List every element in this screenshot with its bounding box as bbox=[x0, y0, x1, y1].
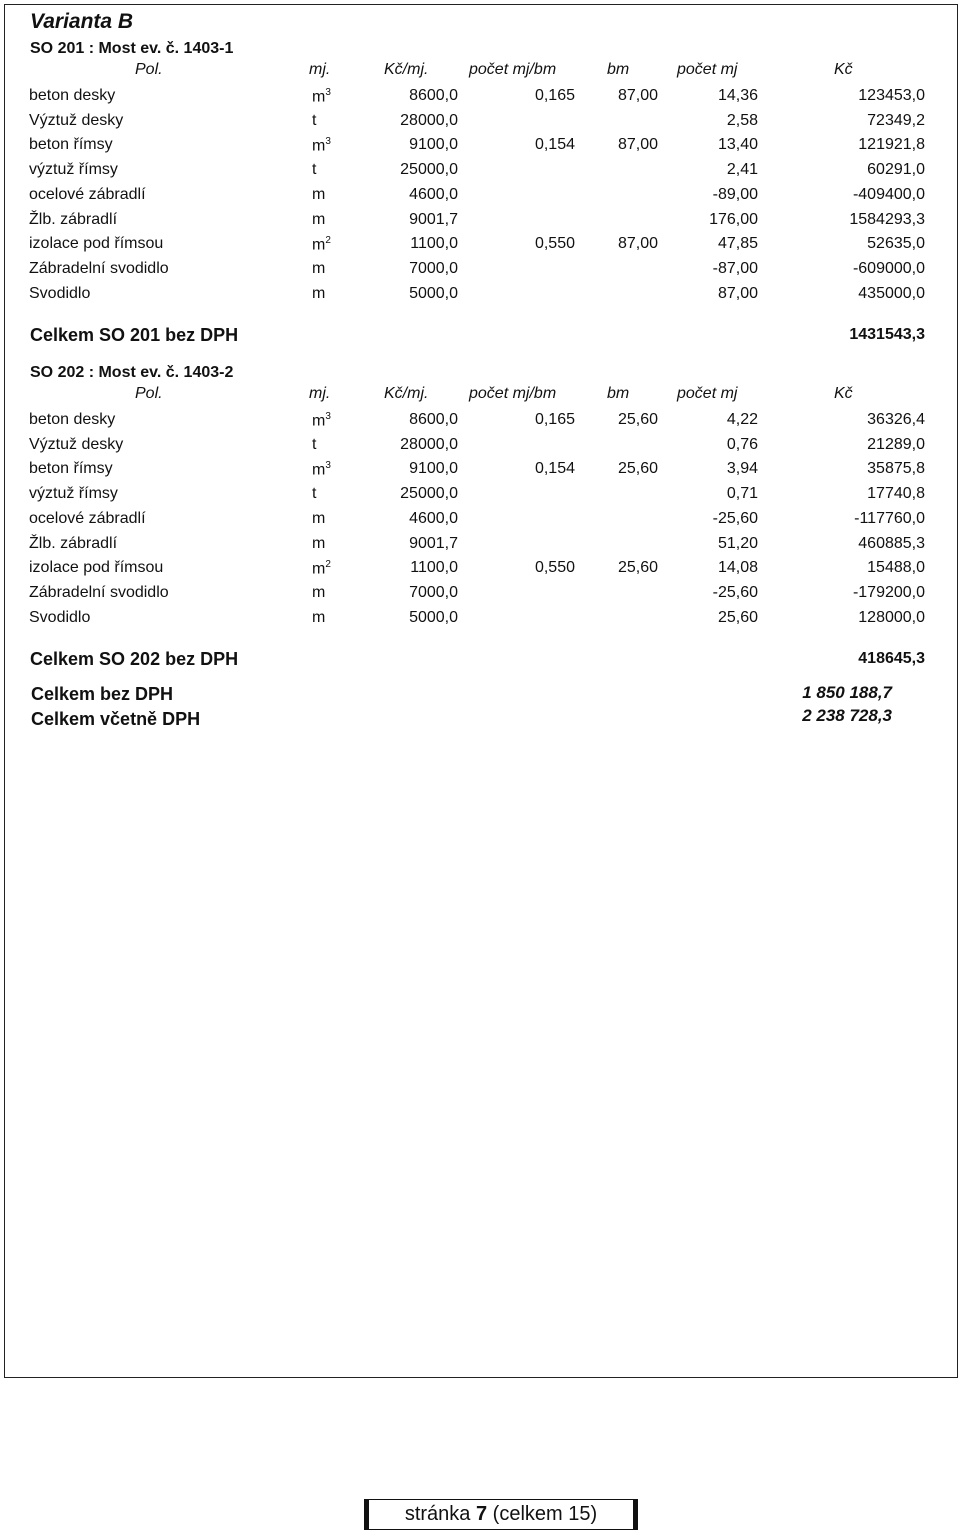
table-cell-kc-mj: 9100,0 bbox=[409, 460, 458, 478]
table-cell-kc-mj: 5000,0 bbox=[409, 608, 458, 626]
table-cell-kc: 72349,2 bbox=[867, 111, 925, 129]
column-header-kc: Kč bbox=[834, 385, 853, 402]
grand-total-bez-label: Celkem bez DPH bbox=[31, 684, 174, 704]
table-cell-pol: Výztuž desky bbox=[29, 435, 124, 453]
table-cell-kc: 460885,3 bbox=[858, 534, 925, 552]
grand-total-vcetne-value: 2 238 728,3 bbox=[802, 706, 892, 725]
table-cell-pocet-mj-bm: 0,154 bbox=[534, 136, 575, 154]
table-cell-pocet-mj-bm: 0,550 bbox=[534, 235, 575, 253]
table-cell-mj bbox=[312, 87, 372, 106]
table-cell-pocet-mj-bm: 0,154 bbox=[534, 460, 575, 478]
table-cell-kc-mj: 25000,0 bbox=[400, 485, 458, 503]
table-cell-kc: 123453,0 bbox=[858, 87, 925, 104]
column-header-mj: mj. bbox=[309, 385, 331, 402]
table-cell-kc-mj: 1100,0 bbox=[410, 235, 458, 253]
table-cell-mj bbox=[312, 535, 372, 553]
table-cell-mj bbox=[312, 411, 372, 430]
section-total-label: Celkem SO 201 bez DPH bbox=[30, 325, 239, 346]
unit-text: m bbox=[312, 236, 326, 254]
table-cell-mj bbox=[312, 485, 372, 503]
table-cell-kc-mj: 28000,0 bbox=[400, 111, 458, 129]
table-cell-kc: -117760,0 bbox=[854, 509, 925, 527]
table-cell-pocet-mj: 3,94 bbox=[726, 460, 758, 478]
table-cell-pocet-mj: 14,08 bbox=[717, 559, 758, 577]
table-cell-kc: 36326,4 bbox=[867, 411, 925, 428]
table-cell-kc: 17740,8 bbox=[867, 485, 925, 503]
document-title: Varianta B bbox=[30, 10, 134, 33]
column-header-pocet-mj-bm: počet mj/bm bbox=[469, 385, 557, 402]
table-cell-kc-mj: 9001,7 bbox=[409, 534, 458, 552]
table-cell-mj bbox=[312, 609, 372, 627]
unit-exponent: 3 bbox=[325, 87, 331, 98]
table-cell-pocet-mj: 0,71 bbox=[726, 485, 758, 503]
table-cell-bm: 25,60 bbox=[617, 559, 658, 577]
table-cell-pol: beton desky bbox=[29, 87, 116, 104]
unit-exponent: 3 bbox=[325, 411, 331, 422]
table-cell-pocet-mj: 0,76 bbox=[726, 435, 758, 453]
grand-total-bez-value: 1 850 188,7 bbox=[802, 683, 892, 702]
column-header-pol: Pol. bbox=[135, 385, 163, 402]
table-cell-pocet-mj: 4,22 bbox=[726, 411, 758, 428]
table-cell-pol: ocelové zábradlí bbox=[29, 185, 146, 203]
table-cell-mj bbox=[312, 510, 372, 528]
table-cell-kc-mj: 9100,0 bbox=[409, 136, 458, 154]
table-cell-kc: 60291,0 bbox=[867, 161, 925, 179]
table-cell-mj bbox=[312, 285, 372, 303]
table-cell-kc: 121921,8 bbox=[858, 136, 925, 154]
column-header-pocet-mj: počet mj bbox=[677, 61, 738, 78]
table-cell-pocet-mj: -25,60 bbox=[712, 509, 758, 527]
table-cell-mj bbox=[312, 260, 372, 278]
unit-text: m bbox=[312, 461, 326, 479]
table-cell-pol: Zábradelní svodidlo bbox=[29, 583, 169, 601]
table-cell-pocet-mj: 176,00 bbox=[709, 210, 758, 228]
column-header-mj: mj. bbox=[309, 61, 331, 78]
unit-text: m bbox=[312, 583, 326, 601]
unit-text: m bbox=[312, 259, 326, 277]
table-cell-pocet-mj-bm: 0,550 bbox=[534, 559, 575, 577]
table-cell-kc-mj: 7000,0 bbox=[409, 583, 458, 601]
table-cell-kc-mj: 28000,0 bbox=[400, 435, 458, 453]
unit-text: t bbox=[312, 161, 317, 179]
unit-text: m bbox=[312, 608, 326, 626]
table-cell-mj bbox=[312, 112, 372, 130]
table-cell-pol: ocelové zábradlí bbox=[29, 509, 146, 527]
table-cell-pol: Svodidlo bbox=[29, 608, 91, 626]
column-header-kc: Kč bbox=[834, 61, 853, 78]
table-cell-mj bbox=[312, 436, 372, 454]
unit-text: m bbox=[312, 284, 326, 302]
table-cell-pocet-mj: 87,00 bbox=[717, 284, 758, 302]
table-cell-pol: beton římsy bbox=[29, 460, 113, 478]
unit-text: t bbox=[312, 435, 317, 453]
table-cell-kc-mj: 4600,0 bbox=[409, 509, 458, 527]
table-cell-kc: -609000,0 bbox=[852, 259, 925, 277]
table-cell-pol: Žlb. zábradlí bbox=[29, 210, 118, 228]
table-cell-kc: 128000,0 bbox=[858, 608, 925, 626]
table-cell-bm: 25,60 bbox=[617, 460, 658, 478]
table-cell-kc-mj: 8600,0 bbox=[409, 87, 458, 104]
table-cell-bm: 87,00 bbox=[617, 136, 658, 154]
table-cell-kc-mj: 7000,0 bbox=[409, 259, 458, 277]
table-cell-pol: izolace pod římsou bbox=[29, 235, 164, 253]
table-cell-mj bbox=[312, 559, 372, 578]
grand-total-vcetne-label: Celkem včetně DPH bbox=[31, 709, 201, 729]
unit-exponent: 3 bbox=[325, 136, 331, 148]
table-cell-kc-mj: 5000,0 bbox=[409, 284, 458, 302]
table-cell-bm: 87,00 bbox=[617, 235, 658, 253]
table-cell-kc-mj: 9001,7 bbox=[409, 210, 458, 228]
table-cell-mj bbox=[312, 161, 372, 179]
table-cell-kc-mj: 8600,0 bbox=[409, 411, 458, 428]
table-cell-kc: -409400,0 bbox=[852, 185, 925, 203]
table-cell-pol: výztuž římsy bbox=[29, 161, 118, 179]
unit-text: m bbox=[312, 88, 326, 106]
unit-exponent: 3 bbox=[325, 460, 331, 472]
table-cell-kc: 1584293,3 bbox=[849, 210, 925, 228]
table-cell-pocet-mj: -25,60 bbox=[712, 583, 758, 601]
table-cell-mj bbox=[312, 136, 372, 155]
table-cell-mj bbox=[312, 584, 372, 602]
table-cell-pol: Výztuž desky bbox=[29, 111, 124, 129]
table-cell-mj bbox=[312, 211, 372, 229]
unit-text: t bbox=[312, 485, 317, 503]
unit-text: m bbox=[312, 185, 326, 203]
section-heading: SO 201 : Most ev. č. 1403-1 bbox=[30, 40, 234, 57]
table-cell-pocet-mj-bm: 0,165 bbox=[534, 87, 575, 104]
table-cell-pocet-mj: -89,00 bbox=[712, 185, 758, 203]
table-cell-pol: beton desky bbox=[29, 411, 116, 428]
table-cell-mj bbox=[312, 460, 372, 479]
footer-prefix: stránka bbox=[404, 1503, 476, 1525]
table-cell-pol: Svodidlo bbox=[29, 284, 91, 302]
column-header-kc-mj: Kč/mj. bbox=[384, 61, 429, 78]
unit-text: m bbox=[312, 210, 326, 228]
column-header-bm: bm bbox=[607, 385, 630, 402]
table-cell-kc: 52635,0 bbox=[867, 235, 925, 253]
table-cell-kc: 435000,0 bbox=[858, 284, 925, 302]
table-cell-mj bbox=[312, 235, 372, 254]
unit-text: m bbox=[312, 509, 326, 527]
unit-text: m bbox=[312, 560, 326, 578]
table-cell-kc-mj: 25000,0 bbox=[400, 161, 458, 179]
unit-text: t bbox=[312, 111, 317, 129]
table-cell-kc-mj: 4600,0 bbox=[409, 185, 458, 203]
column-header-pocet-mj-bm: počet mj/bm bbox=[469, 61, 557, 78]
section-heading: SO 202 : Most ev. č. 1403-2 bbox=[30, 364, 234, 381]
section-total-value: 418645,3 bbox=[858, 650, 925, 668]
section-total-label: Celkem SO 202 bez DPH bbox=[30, 649, 239, 670]
table-cell-pocet-mj: 14,36 bbox=[717, 87, 758, 104]
unit-text: m bbox=[312, 137, 326, 155]
table-cell-pocet-mj: 25,60 bbox=[717, 608, 758, 626]
unit-exponent: 2 bbox=[325, 559, 331, 571]
table-cell-pocet-mj: 51,20 bbox=[717, 534, 758, 552]
table-cell-pol: izolace pod římsou bbox=[29, 559, 164, 577]
footer-page-number: 7 bbox=[476, 1503, 488, 1525]
unit-exponent: 2 bbox=[325, 235, 331, 247]
table-cell-pocet-mj: 13,40 bbox=[717, 136, 758, 154]
unit-text: m bbox=[312, 412, 326, 430]
table-cell-kc: -179200,0 bbox=[852, 583, 925, 601]
section-total-value: 1431543,3 bbox=[849, 326, 925, 344]
table-cell-bm: 87,00 bbox=[617, 87, 658, 104]
table-cell-kc: 21289,0 bbox=[867, 435, 925, 453]
table-cell-kc-mj: 1100,0 bbox=[410, 559, 458, 577]
table-cell-pol: beton římsy bbox=[29, 136, 113, 154]
column-header-bm: bm bbox=[607, 61, 630, 78]
table-cell-pocet-mj: 2,58 bbox=[726, 111, 758, 129]
table-cell-pol: Žlb. zábradlí bbox=[29, 534, 118, 552]
column-header-pocet-mj: počet mj bbox=[677, 385, 738, 402]
table-cell-pocet-mj: 47,85 bbox=[717, 235, 758, 253]
table-cell-kc: 35875,8 bbox=[867, 460, 925, 478]
unit-text: m bbox=[312, 534, 326, 552]
footer-suffix: (celkem 15) bbox=[487, 1503, 598, 1525]
table-cell-kc: 15488,0 bbox=[867, 559, 925, 577]
page-footer bbox=[364, 1499, 638, 1530]
table-cell-pocet-mj-bm: 0,165 bbox=[534, 411, 575, 428]
table-cell-bm: 25,60 bbox=[617, 411, 658, 428]
table-cell-pol: Zábradelní svodidlo bbox=[29, 259, 169, 277]
column-header-kc-mj: Kč/mj. bbox=[384, 385, 429, 402]
column-header-pol: Pol. bbox=[135, 61, 163, 78]
table-cell-mj bbox=[312, 186, 372, 204]
table-cell-pol: výztuž římsy bbox=[29, 485, 118, 503]
table-cell-pocet-mj: 2,41 bbox=[726, 161, 758, 179]
table-cell-pocet-mj: -87,00 bbox=[712, 259, 758, 277]
